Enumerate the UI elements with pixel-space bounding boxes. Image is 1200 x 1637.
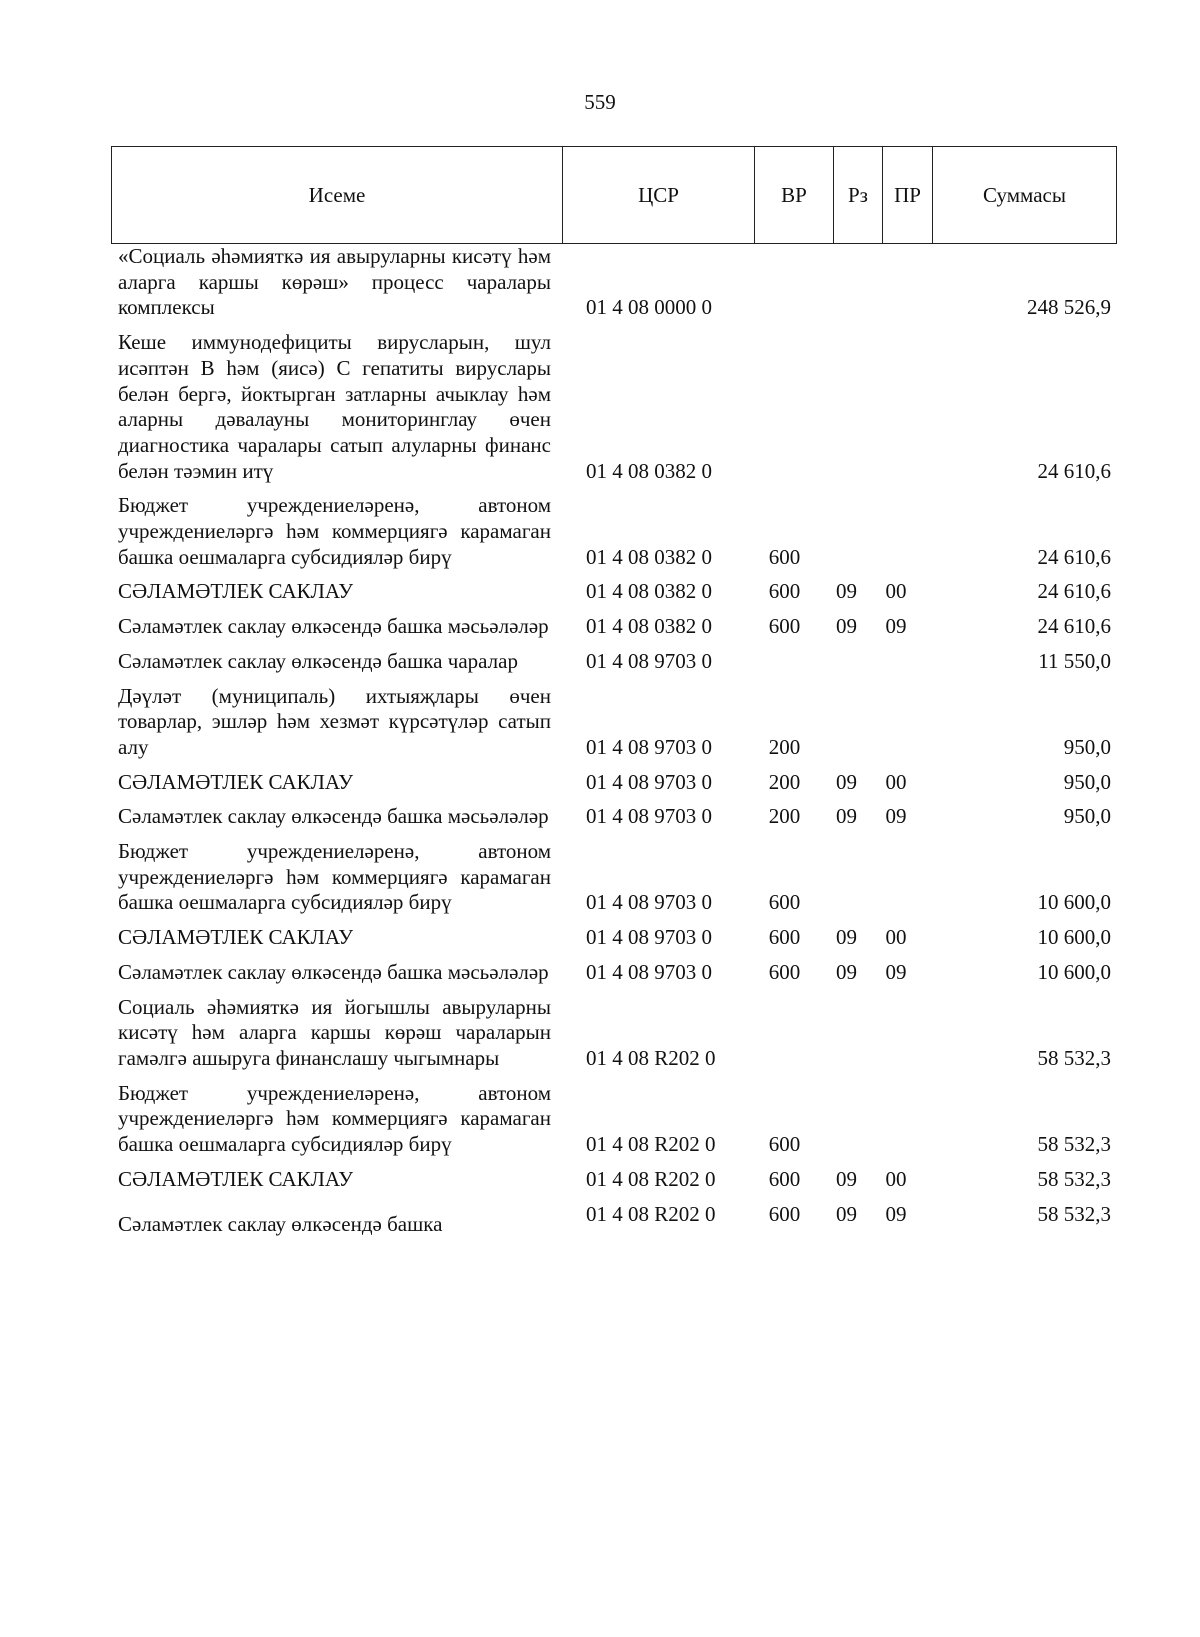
row-sum: 58 532,3 [1037, 1132, 1111, 1157]
row-rz: 09 [836, 579, 857, 604]
row-rz: 09 [836, 959, 857, 984]
row-sum: 10 600,0 [1037, 959, 1111, 984]
row-rz: 09 [836, 769, 857, 794]
row-name: СӘЛАМӘТЛЕК САКЛАУ [118, 769, 354, 794]
table-row [111, 244, 1117, 321]
row-sum: 24 610,6 [1037, 579, 1111, 604]
table-row [111, 1081, 1117, 1158]
header-sum: Суммасы [983, 182, 1066, 207]
row-name: СӘЛАМӘТЛЕК САКЛАУ [118, 925, 354, 950]
header-name: Исеме [112, 147, 563, 243]
header-csr: ЦСР [563, 147, 755, 243]
row-name: СӘЛАМӘТЛЕК САКЛАУ [118, 579, 354, 604]
row-name: Бюджет учреждениеләренә, автоном учреждениеләргә һәм коммерциягә карамаган башка оешмаларга субсидияләр бирү [118, 839, 551, 915]
row-sum: 24 610,6 [1037, 614, 1111, 639]
row-sum: 58 532,3 [1037, 1201, 1111, 1226]
row-sum: 10 600,0 [1037, 925, 1111, 950]
table-row [111, 995, 1117, 1072]
header-vr: ВР [755, 147, 834, 243]
row-csr: 01 4 08 R202 0 [586, 1201, 716, 1226]
row-vr: 600 [768, 1132, 801, 1157]
table-row [111, 493, 1117, 570]
row-pr: 09 [885, 614, 907, 639]
row-pr: 00 [885, 769, 907, 794]
row-rz: 09 [836, 1201, 857, 1226]
row-csr: 01 4 08 0382 0 [586, 544, 712, 569]
row-csr: 01 4 08 R202 0 [586, 1166, 716, 1191]
row-name: Социаль әһәмияткә ия йогышлы авыруларны кисәтү һәм аларга каршы көрәш чараларын гамәлгә ашыруга финанслашу чыгымнары [118, 994, 551, 1070]
row-rz: 09 [836, 804, 857, 829]
table-row [111, 804, 1117, 830]
row-sum: 950,0 [1063, 804, 1111, 829]
row-name: Сәламәтлек саклау өлкәсендә башка мәсьәләләр [118, 804, 549, 829]
table-row [111, 925, 1117, 951]
row-vr: 600 [768, 1201, 801, 1226]
row-vr: 200 [768, 804, 801, 829]
table-row [111, 649, 1117, 675]
row-sum: 950,0 [1063, 734, 1111, 759]
table-row [111, 1202, 1117, 1238]
row-vr: 600 [768, 959, 801, 984]
table-header [111, 146, 1117, 244]
row-sum: 248 526,9 [1027, 295, 1111, 320]
table-row [111, 614, 1117, 640]
row-vr: 600 [768, 544, 801, 569]
row-vr: 600 [768, 925, 801, 950]
table-body [111, 244, 1117, 1246]
page-number: 559 [584, 90, 616, 114]
row-sum: 950,0 [1063, 769, 1111, 794]
row-csr: 01 4 08 9703 0 [586, 925, 712, 950]
row-rz: 09 [836, 614, 857, 639]
row-csr: 01 4 08 9703 0 [586, 769, 712, 794]
row-csr: 01 4 08 0000 0 [586, 295, 712, 320]
row-csr: 01 4 08 9703 0 [586, 734, 712, 759]
row-vr: 600 [768, 1166, 801, 1191]
row-vr: 600 [768, 614, 801, 639]
row-csr: 01 4 08 9703 0 [586, 959, 712, 984]
row-name: Сәламәтлек саклау өлкәсендә башка мәсьәләләр [118, 959, 549, 984]
row-sum: 58 532,3 [1037, 1166, 1111, 1191]
row-pr: 00 [885, 1166, 907, 1191]
row-name: СӘЛАМӘТЛЕК САКЛАУ [118, 1166, 354, 1191]
table-row [111, 684, 1117, 761]
row-csr: 01 4 08 0382 0 [586, 614, 712, 639]
row-name: Кеше иммунодефициты вирусларын, шул исәптән В һәм (яисә) С гепатиты вируслары белән бергә, йоктырган затларны ачыклау һәм аларны дәвалауны мониторинглау өчен диагностика чаралары сатып алуларны финанс белән тәэмин итү [118, 330, 551, 483]
row-name: Сәламәтлек саклау өлкәсендә башка [118, 1211, 443, 1236]
row-csr: 01 4 08 9703 0 [586, 890, 712, 915]
table-row [111, 770, 1117, 796]
row-name: Бюджет учреждениеләренә, автоном учреждениеләргә һәм коммерциягә карамаган башка оешмаларга субсидияләр бирү [118, 493, 551, 569]
row-name: Дәүләт (муниципаль) ихтыяҗлары өчен товарлар, эшләр һәм хезмәт күрсәтүләр сатып алу [118, 683, 551, 759]
row-csr: 01 4 08 9703 0 [586, 804, 712, 829]
row-sum: 24 610,6 [1037, 458, 1111, 483]
row-name: Сәламәтлек саклау өлкәсендә башка мәсьәләләр [118, 614, 549, 639]
row-rz: 09 [836, 1166, 857, 1191]
row-sum: 24 610,6 [1037, 544, 1111, 569]
row-sum: 10 600,0 [1037, 890, 1111, 915]
table-row [111, 1167, 1117, 1193]
row-csr: 01 4 08 0382 0 [586, 579, 712, 604]
row-sum: 11 550,0 [1038, 648, 1111, 673]
row-rz: 09 [836, 925, 857, 950]
table-row [111, 579, 1117, 605]
row-vr: 200 [768, 769, 801, 794]
header-rz: Рз [834, 147, 883, 243]
row-name: «Социаль әһәмияткә ия авыруларны кисәтү һәм аларга каршы көрәш» процесс чаралары комплексы [118, 244, 551, 320]
row-csr: 01 4 08 R202 0 [586, 1132, 716, 1157]
row-csr: 01 4 08 9703 0 [586, 648, 712, 673]
table-row [111, 839, 1117, 916]
row-vr: 600 [768, 579, 801, 604]
row-pr: 00 [885, 579, 907, 604]
row-pr: 09 [885, 804, 907, 829]
row-pr: 00 [885, 925, 907, 950]
header-pr: ПР [883, 147, 933, 243]
row-sum: 58 532,3 [1037, 1045, 1111, 1070]
row-name: Бюджет учреждениеләренә, автоном учреждениеләргә һәм коммерциягә карамаган башка оешмаларга субсидияләр бирү [118, 1080, 551, 1157]
row-name: Сәламәтлек саклау өлкәсендә башка чаралар [118, 648, 518, 673]
row-vr: 600 [768, 890, 801, 915]
row-vr: 200 [768, 734, 801, 759]
row-csr: 01 4 08 0382 0 [586, 458, 712, 483]
row-pr: 09 [885, 959, 907, 984]
row-pr: 09 [885, 1201, 907, 1226]
table-row [111, 960, 1117, 986]
row-csr: 01 4 08 R202 0 [586, 1045, 716, 1070]
table-row [111, 330, 1117, 484]
